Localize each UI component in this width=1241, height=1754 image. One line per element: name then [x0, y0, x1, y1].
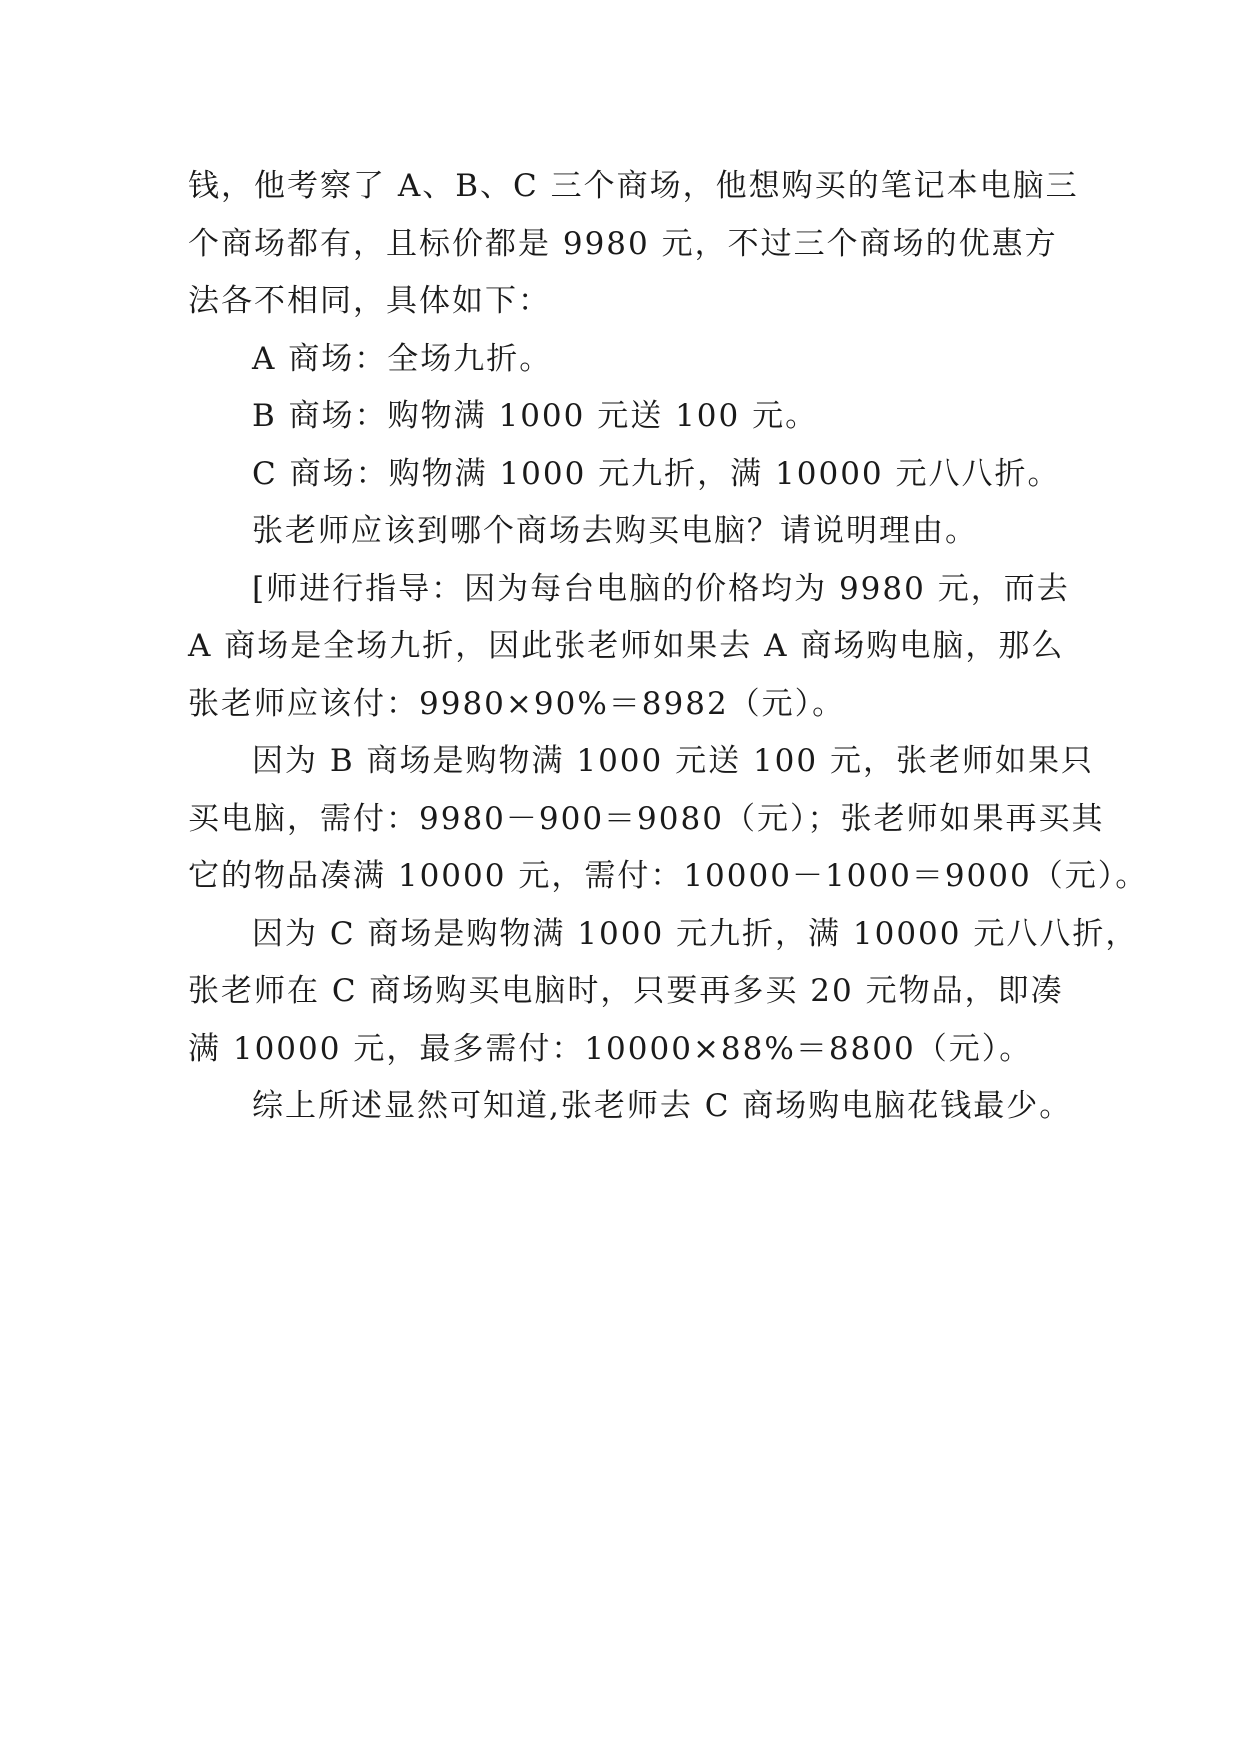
text-line: 张老师在 C 商场购买电脑时，只要再多买 20 元物品，即凑	[188, 973, 1064, 1009]
text-line: 它的物品凑满 10000 元，需付：10000－1000＝9000（元）。	[188, 858, 1149, 894]
text-line: [师进行指导：因为每台电脑的价格均为 9980 元，而去	[252, 570, 1070, 607]
text-line: 个商场都有，且标价都是 9980 元，不过三个商场的优惠方	[188, 225, 1058, 262]
text-line: 张老师应该到哪个商场去购买电脑？请说明理由。	[252, 513, 978, 549]
text-line: 法各不相同，具体如下：	[188, 283, 551, 319]
text-line: 因为 C 商场是购物满 1000 元九折，满 10000 元八八折，	[252, 915, 1139, 952]
text-line: 买电脑，需付：9980－900＝9080（元）；张老师如果再买其	[188, 800, 1105, 837]
text-line: 因为 B 商场是购物满 1000 元送 100 元，张老师如果只	[252, 743, 1094, 779]
text-line: C 商场：购物满 1000 元九折，满 10000 元八八折。	[252, 455, 1061, 492]
text-line: 综上所述显然可知道,张老师去 C 商场购电脑花钱最少。	[252, 1088, 1073, 1124]
text-line: A 商场：全场九折。	[252, 340, 553, 377]
text-line: 满 10000 元，最多需付：10000×88%＝8800（元）。	[188, 1030, 1033, 1067]
document-body	[188, 158, 1149, 1136]
text-line: A 商场是全场九折，因此张老师如果去 A 商场购电脑，那么	[188, 628, 1065, 664]
text-line: 钱，他考察了 A、B、C 三个商场，他想购买的笔记本电脑三	[188, 168, 1079, 204]
text-line: 张老师应该付：9980×90%＝8982（元）。	[188, 685, 846, 722]
text-line: B 商场：购物满 1000 元送 100 元。	[252, 398, 819, 434]
